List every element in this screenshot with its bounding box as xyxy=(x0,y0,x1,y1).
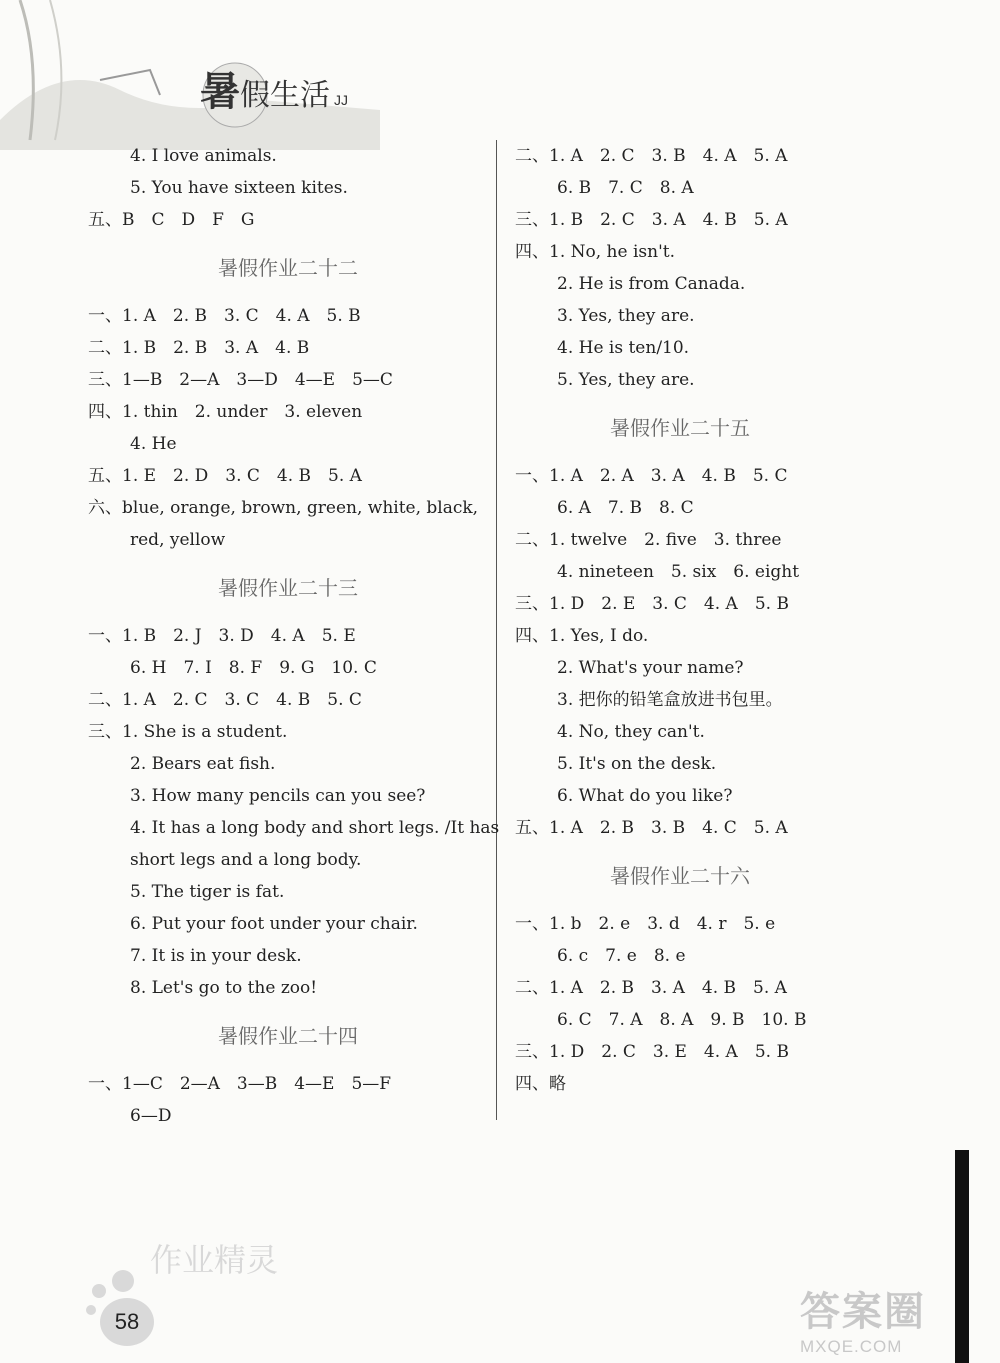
logo-main-char: 暑 xyxy=(200,68,240,115)
watermark: 作业精灵 xyxy=(150,1241,279,1279)
answer-line: 四、1. thin 2. under 3. eleven xyxy=(88,402,363,422)
answer-line: 5. It's on the desk. xyxy=(557,754,717,774)
answer-line: 4. He xyxy=(130,434,177,454)
answer-line: 2. He is from Canada. xyxy=(557,274,746,294)
answer-line: 5. Yes, they are. xyxy=(557,370,695,390)
answer-line: 六、blue, orange, brown, green, white, black, xyxy=(88,498,479,518)
answer-line: red, yellow xyxy=(130,530,226,550)
logo-suffix: JJ xyxy=(334,92,348,108)
right-column xyxy=(515,140,845,1100)
answer-line: 二、1. twelve 2. five 3. three xyxy=(515,530,782,550)
answer-line: 一、1. A 2. A 3. A 4. B 5. C xyxy=(515,466,788,486)
answer-line: 二、1. A 2. C 3. C 4. B 5. C xyxy=(88,690,362,710)
answer-line: 3. 把你的铅笔盒放进书包里。 xyxy=(557,690,783,710)
answer-line: 6. H 7. I 8. F 9. G 10. C xyxy=(130,658,377,678)
answer-line: 二、1. A 2. B 3. A 4. B 5. A xyxy=(515,978,787,998)
answer-line: 6. B 7. C 8. A xyxy=(557,178,694,198)
answer-line: 四、1. No, he isn't. xyxy=(515,242,675,262)
answer-line: 4. No, they can't. xyxy=(557,722,705,742)
answer-line: 2. Bears eat fish. xyxy=(130,754,276,774)
answer-line: 7. It is in your desk. xyxy=(130,946,302,966)
answer-line: 6. A 7. B 8. C xyxy=(557,498,694,518)
answer-line: 4. I love animals. xyxy=(130,146,277,166)
left-column xyxy=(88,140,500,1132)
answer-line: 一、1. b 2. e 3. d 4. r 5. e xyxy=(515,914,776,934)
answer-line: 6. c 7. e 8. e xyxy=(557,946,686,966)
corner-logo-text: 答案圈 xyxy=(800,1290,926,1334)
section-title-24: 暑假作业二十四 xyxy=(218,1024,358,1048)
section-title-22: 暑假作业二十二 xyxy=(218,256,358,280)
answer-line: 三、1. B 2. C 3. A 4. B 5. A xyxy=(515,210,788,230)
answer-line: 二、1. B 2. B 3. A 4. B xyxy=(88,338,310,358)
answer-line: 6—D xyxy=(130,1106,172,1126)
answer-line: 二、1. A 2. C 3. B 4. A 5. A xyxy=(515,146,788,166)
answer-line: 4. It has a long body and short legs. /It has xyxy=(130,818,500,838)
answer-line: 4. nineteen 5. six 6. eight xyxy=(557,562,800,582)
answer-line: 三、1. D 2. E 3. C 4. A 5. B xyxy=(515,594,789,614)
answer-line: 8. Let's go to the zoo! xyxy=(130,978,318,998)
page-header xyxy=(0,0,380,150)
corner-watermark-logo xyxy=(800,1280,975,1360)
section-title-25: 暑假作业二十五 xyxy=(610,416,750,440)
page-number: 58 xyxy=(100,1298,154,1346)
corner-logo-url: MXQE.COM xyxy=(800,1337,903,1356)
answer-line: 五、1. E 2. D 3. C 4. B 5. A xyxy=(88,466,362,486)
answer-line: 四、1. Yes, I do. xyxy=(515,626,649,646)
header-logo xyxy=(200,60,348,117)
answer-line: 6. C 7. A 8. A 9. B 10. B xyxy=(557,1010,807,1030)
answer-line: 4. He is ten/10. xyxy=(557,338,690,358)
answer-line: 5. You have sixteen kites. xyxy=(130,178,348,198)
answer-line: 2. What's your name? xyxy=(557,658,744,678)
answer-line: 3. Yes, they are. xyxy=(557,306,695,326)
answer-line: 三、1—B 2—A 3—D 4—E 5—C xyxy=(88,370,393,390)
answer-line: 一、1—C 2—A 3—B 4—E 5—F xyxy=(88,1074,392,1094)
answer-line: 一、1. A 2. B 3. C 4. A 5. B xyxy=(88,306,361,326)
decor-dot xyxy=(92,1284,106,1298)
decor-dot xyxy=(86,1305,96,1315)
column-divider xyxy=(496,140,497,1120)
answer-line: 一、1. B 2. J 3. D 4. A 5. E xyxy=(88,626,356,646)
answer-line: 四、略 xyxy=(515,1074,566,1094)
section-title-26: 暑假作业二十六 xyxy=(610,864,750,888)
answer-line: 三、1. D 2. C 3. E 4. A 5. B xyxy=(515,1042,789,1062)
answer-line: 5. The tiger is fat. xyxy=(130,882,285,902)
answer-line: 五、1. A 2. B 3. B 4. C 5. A xyxy=(515,818,788,838)
answer-line: short legs and a long body. xyxy=(130,850,362,870)
section-title-23: 暑假作业二十三 xyxy=(218,576,358,600)
answer-line: 6. Put your foot under your chair. xyxy=(130,914,418,934)
logo-text: 假生活 xyxy=(240,78,330,113)
answer-line: 3. How many pencils can you see? xyxy=(130,786,426,806)
answer-line: 三、1. She is a student. xyxy=(88,722,288,742)
decor-dot xyxy=(112,1270,134,1292)
answer-line: 五、B C D F G xyxy=(88,210,255,230)
answer-line: 6. What do you like? xyxy=(557,786,733,806)
